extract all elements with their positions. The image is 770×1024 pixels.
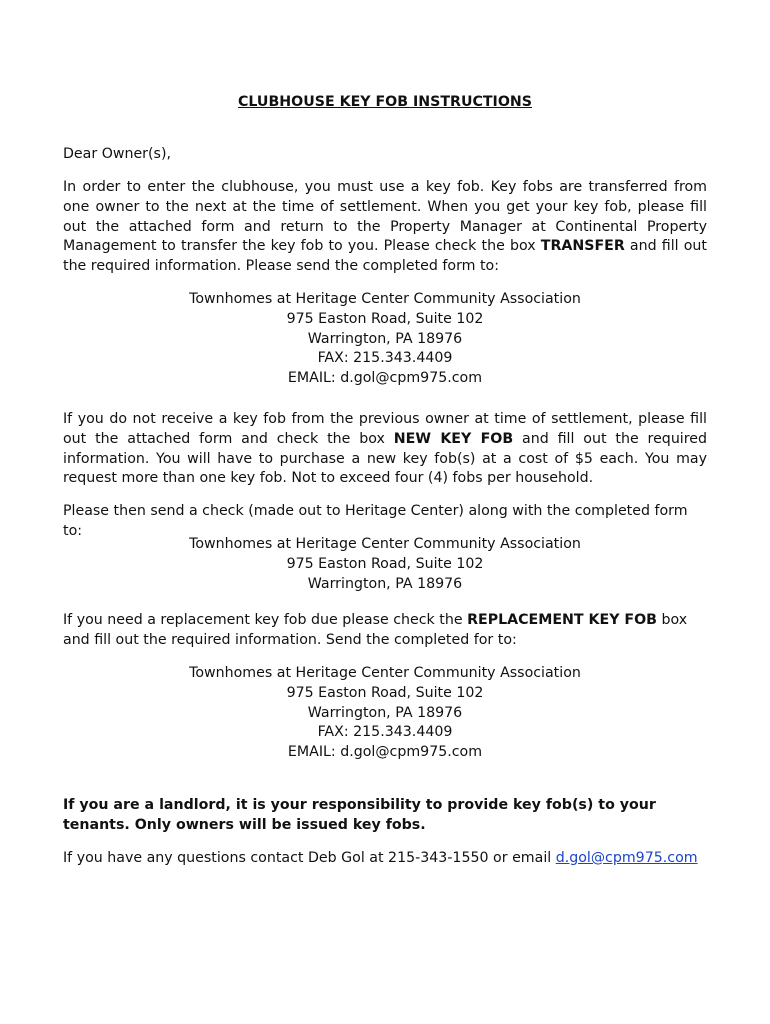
fax-line: FAX: 215.343.4409: [317, 724, 453, 741]
transfer-paragraph-text-a: In order to enter the clubhouse, you must use a key fob. Key fobs are transferred from one owner to the next at the time of settlement. When you get your key fob, please fill out the attached form and return to the Property Manager at Continental Property Management to transfer the key fob to you. Please check the box: [63, 179, 707, 255]
send-check-paragraph: Please then send a check (made out to Heritage Center) along with the completed form to:: [63, 503, 688, 539]
landlord-note: If you are a landlord, it is your responsibility to provide key fob(s) to your tenants. Only owners will be issued key fobs.: [63, 797, 656, 833]
transfer-paragraph: [63, 178, 707, 277]
fax-line: FAX: 215.343.4409: [317, 350, 453, 367]
address-line: Townhomes at Heritage Center Community Association: [189, 665, 581, 681]
contact-line: [63, 849, 707, 869]
address-block-replacement: [63, 664, 707, 763]
address-line: Warrington, PA 18976: [307, 575, 463, 592]
replacement-text-a: If you need a replacement key fob due please check the: [63, 612, 468, 628]
email-line: EMAIL: d.gol@cpm975.com: [287, 744, 483, 761]
address-line: Townhomes at Heritage Center Community Association: [189, 536, 581, 552]
replacement-keyword: REPLACEMENT KEY FOB: [467, 612, 657, 628]
address-block-transfer: [63, 290, 707, 389]
contact-email-link[interactable]: d.gol@cpm975.com: [555, 850, 698, 866]
new-key-fob-keyword: NEW KEY FOB: [393, 430, 514, 447]
address-line: 975 Easton Road, Suite 102: [286, 310, 484, 327]
address-line: 975 Easton Road, Suite 102: [286, 555, 484, 572]
address-line: 975 Easton Road, Suite 102: [286, 684, 484, 701]
replacement-text-b: box and fill out the required information. Send the completed for to:: [63, 612, 688, 648]
address-line: Warrington, PA 18976: [307, 330, 463, 347]
replacement-paragraph: [63, 611, 707, 651]
transfer-paragraph-text-b: and fill out the required information. Please send the completed form to:: [63, 238, 707, 275]
address-line: Townhomes at Heritage Center Community Association: [189, 291, 581, 307]
email-line: EMAIL: d.gol@cpm975.com: [287, 370, 483, 387]
new-key-fob-paragraph: [63, 410, 707, 489]
salutation: Dear Owner(s),: [63, 146, 171, 162]
new-key-fob-text-b: and fill out the required information. You will have to purchase a new key fob(s) at a cost of $5 each. You may request more than one key fob. Not to exceed four (4) fobs per household.: [63, 430, 708, 487]
transfer-keyword: TRANSFER: [540, 238, 625, 255]
address-block-new-fob: [63, 535, 707, 594]
address-line: Warrington, PA 18976: [307, 704, 463, 721]
page-title: CLUBHOUSE KEY FOB INSTRUCTIONS: [237, 94, 532, 110]
contact-text: If you have any questions contact Deb Gol at 215-343-1550 or email: [63, 850, 556, 866]
new-key-fob-text-a: If you do not receive a key fob from the previous owner at time of settlement, please fill out the attached form and check the box: [63, 411, 707, 447]
